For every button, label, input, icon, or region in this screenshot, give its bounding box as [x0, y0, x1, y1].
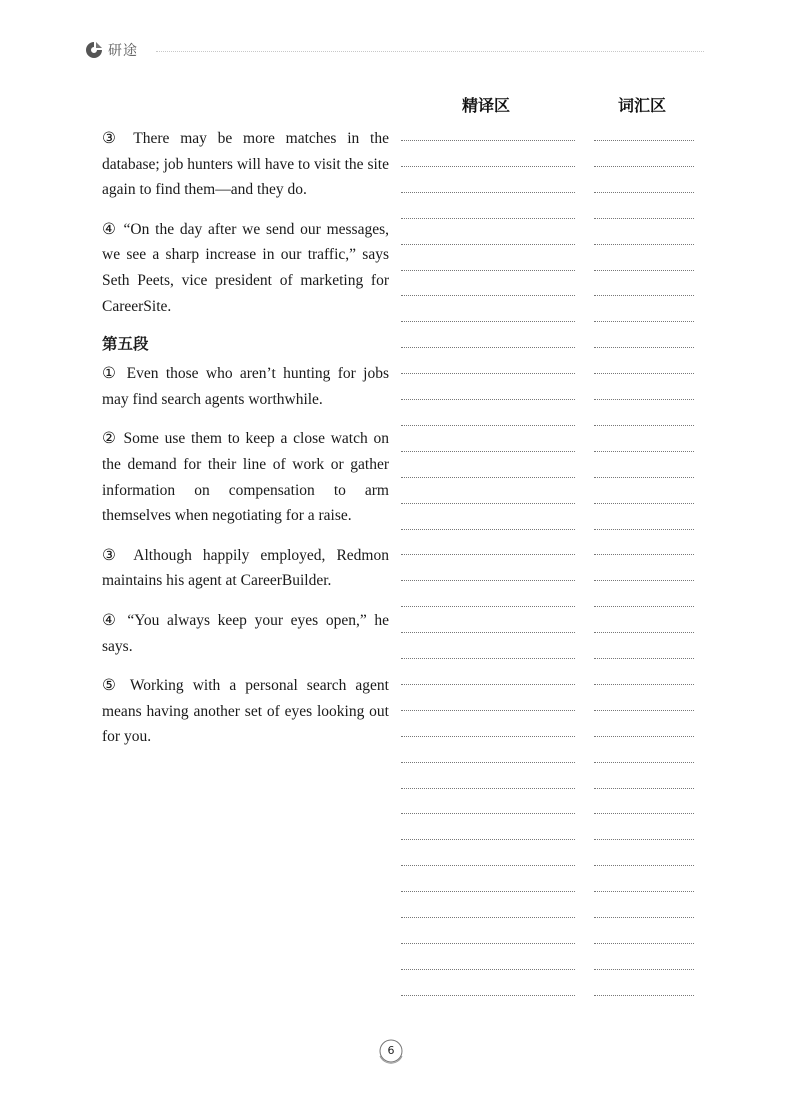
- writing-line[interactable]: [594, 658, 694, 659]
- writing-line[interactable]: [594, 606, 694, 607]
- writing-line[interactable]: [401, 399, 575, 400]
- translation-column-heading: 精译区: [462, 96, 511, 115]
- writing-line[interactable]: [594, 554, 694, 555]
- writing-line[interactable]: [401, 554, 575, 555]
- writing-line[interactable]: [594, 736, 694, 737]
- writing-line[interactable]: [594, 270, 694, 271]
- writing-line[interactable]: [594, 399, 694, 400]
- writing-line[interactable]: [594, 969, 694, 970]
- writing-line[interactable]: [401, 270, 575, 271]
- writing-line[interactable]: [401, 451, 575, 452]
- paragraph: ④ “On the day after we send our messages, we see a sharp increase in our traffic,” says Seth Peets, vice president of marketing for CareerSite.: [102, 220, 389, 315]
- writing-line[interactable]: [594, 321, 694, 322]
- writing-line[interactable]: [401, 891, 575, 892]
- writing-line[interactable]: [401, 244, 575, 245]
- writing-line[interactable]: [401, 477, 575, 478]
- writing-line[interactable]: [594, 917, 694, 918]
- paragraph: ④ “You always keep your eyes open,” he says.: [102, 611, 389, 655]
- writing-line[interactable]: [401, 218, 575, 219]
- writing-line[interactable]: [401, 606, 575, 607]
- writing-line[interactable]: [594, 529, 694, 530]
- writing-line[interactable]: [594, 140, 694, 141]
- writing-line[interactable]: [594, 839, 694, 840]
- writing-line[interactable]: [401, 969, 575, 970]
- logo-icon: [84, 40, 104, 60]
- paragraph: ① Even those who aren’t hunting for jobs may find search agents worthwhile.: [102, 365, 389, 408]
- writing-line[interactable]: [401, 813, 575, 814]
- writing-line[interactable]: [594, 684, 694, 685]
- writing-line[interactable]: [401, 788, 575, 789]
- writing-line[interactable]: [594, 710, 694, 711]
- writing-line[interactable]: [594, 788, 694, 789]
- passage-text: [102, 126, 389, 764]
- writing-line[interactable]: [401, 140, 575, 141]
- writing-line[interactable]: [594, 995, 694, 996]
- logo-text: 研途: [108, 43, 138, 59]
- writing-line[interactable]: [401, 580, 575, 581]
- paragraph: ③ Although happily employed, Redmon maintains his agent at CareerBuilder.: [102, 546, 389, 590]
- writing-line[interactable]: [594, 943, 694, 944]
- writing-line[interactable]: [401, 166, 575, 167]
- writing-line[interactable]: [594, 295, 694, 296]
- writing-line[interactable]: [594, 218, 694, 219]
- paragraph: ⑤ Working with a personal search agent means having another set of eyes looking out for you.: [102, 677, 389, 746]
- writing-line[interactable]: [401, 658, 575, 659]
- paragraph: ③ There may be more matches in the database; job hunters will have to visit the site again to find them—and they do.: [102, 130, 389, 199]
- brand-logo: [84, 40, 138, 60]
- writing-line[interactable]: [401, 943, 575, 944]
- writing-line[interactable]: [401, 529, 575, 530]
- writing-line[interactable]: [401, 710, 575, 711]
- writing-line[interactable]: [594, 865, 694, 866]
- header-divider: [156, 51, 704, 52]
- paragraph: ② Some use them to keep a close watch on the demand for their line of work or gather information on compensation to arm themselves when negotiating for a raise.: [102, 430, 389, 525]
- writing-line[interactable]: [594, 425, 694, 426]
- page-number-badge: [376, 1036, 406, 1066]
- writing-line[interactable]: [401, 736, 575, 737]
- vocabulary-column-heading: 词汇区: [618, 96, 667, 115]
- writing-line[interactable]: [594, 166, 694, 167]
- page-number: 6: [387, 1044, 395, 1057]
- writing-line[interactable]: [594, 580, 694, 581]
- writing-line[interactable]: [594, 373, 694, 374]
- writing-line[interactable]: [594, 762, 694, 763]
- writing-line[interactable]: [594, 451, 694, 452]
- writing-line[interactable]: [401, 503, 575, 504]
- writing-line[interactable]: [401, 192, 575, 193]
- writing-line[interactable]: [401, 839, 575, 840]
- writing-line[interactable]: [401, 321, 575, 322]
- writing-line[interactable]: [594, 503, 694, 504]
- writing-line[interactable]: [401, 295, 575, 296]
- writing-line[interactable]: [401, 425, 575, 426]
- writing-line[interactable]: [594, 192, 694, 193]
- writing-line[interactable]: [594, 813, 694, 814]
- writing-line[interactable]: [594, 477, 694, 478]
- writing-line[interactable]: [594, 632, 694, 633]
- writing-line[interactable]: [401, 917, 575, 918]
- writing-line[interactable]: [401, 684, 575, 685]
- writing-line[interactable]: [594, 891, 694, 892]
- writing-line[interactable]: [401, 347, 575, 348]
- writing-line[interactable]: [401, 373, 575, 374]
- writing-line[interactable]: [594, 347, 694, 348]
- writing-line[interactable]: [401, 632, 575, 633]
- writing-line[interactable]: [594, 244, 694, 245]
- writing-line[interactable]: [401, 865, 575, 866]
- writing-line[interactable]: [401, 762, 575, 763]
- writing-line[interactable]: [401, 995, 575, 996]
- page-header: [84, 40, 704, 66]
- section-heading: 第五段: [102, 335, 149, 354]
